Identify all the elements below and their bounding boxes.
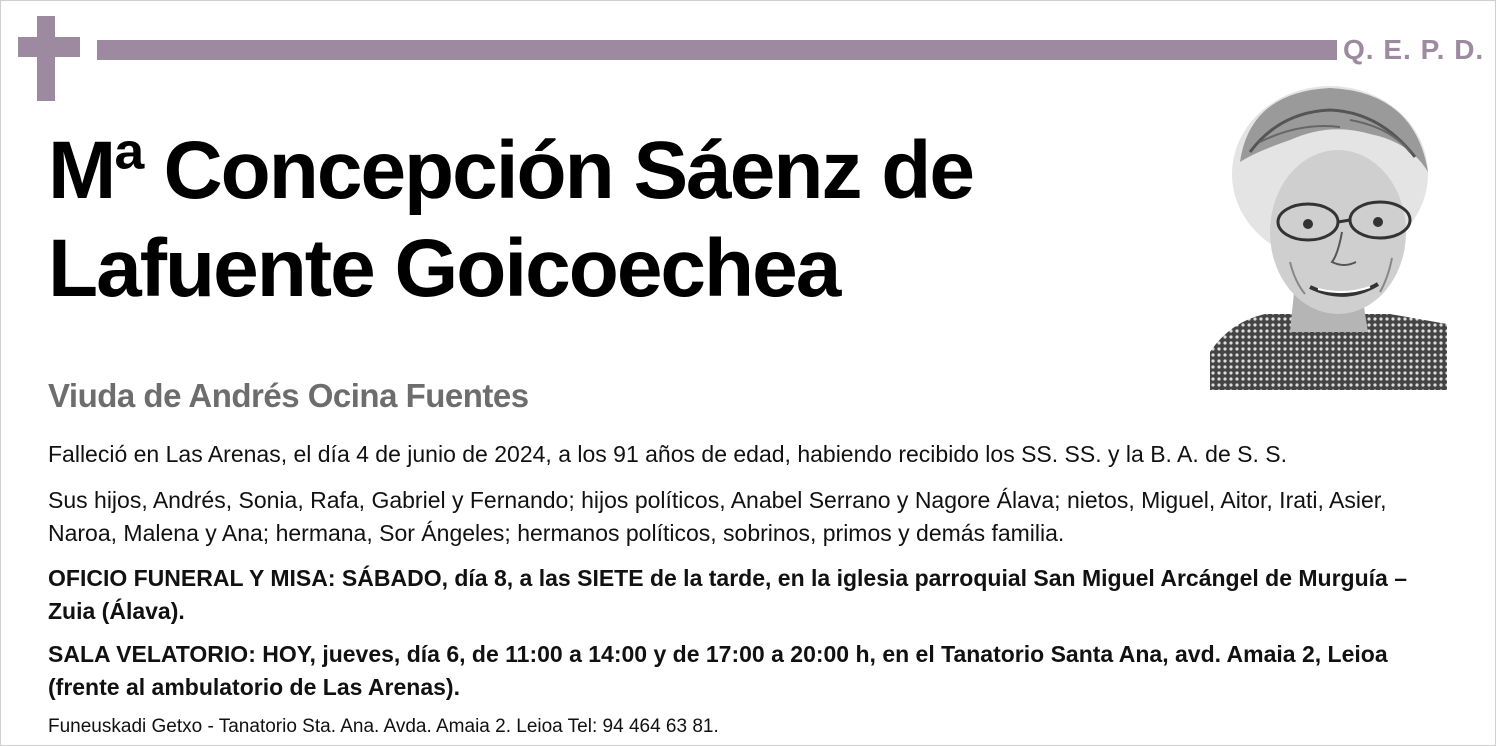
death-notice: Falleció en Las Arenas, el día 4 de junio de 2024, a los 91 años de edad, habiendo recibido los SS. SS. y la B. A. de S. S.	[48, 441, 1287, 467]
portrait-photo	[1210, 82, 1447, 390]
funeral-info: OFICIO FUNERAL Y MISA: SÁBADO, día 8, a las SIETE de la tarde, en la iglesia parroquial San Miguel Arcángel de Murguía – Zuia (Álava).	[48, 565, 1408, 624]
funeral-home-footer: Funeuskadi Getxo - Tanatorio Sta. Ana. Avda. Amaia 2. Leioa Tel: 94 464 63 81.	[48, 716, 719, 737]
wake-info: SALA VELATORIO: HOY, jueves, día 6, de 11:00 a 14:00 y de 17:00 a 20:00 h, en el Tanatorio Santa Ana, avd. Amaia 2, Leioa (frente al ambulatorio de Las Arenas).	[48, 641, 1388, 700]
deceased-name	[48, 122, 1168, 318]
name-line-2: Lafuente Goicoechea	[48, 223, 840, 314]
family-list: Sus hijos, Andrés, Sonia, Rafa, Gabriel y Fernando; hijos políticos, Anabel Serrano y Nagore Álava; nietos, Miguel, Aitor, Irati, Asier, Naroa, Malena y Ana; hermana, Sor Ángeles; hermanos políticos, sobrinos, primos y demás familia.	[48, 487, 1387, 546]
header-bar	[97, 40, 1337, 60]
qepd-label: Q. E. P. D.	[1343, 34, 1485, 65]
name-line-1: Mª Concepción Sáenz de	[48, 125, 973, 216]
widow-subtitle: Viuda de Andrés Ocina Fuentes	[48, 377, 529, 414]
